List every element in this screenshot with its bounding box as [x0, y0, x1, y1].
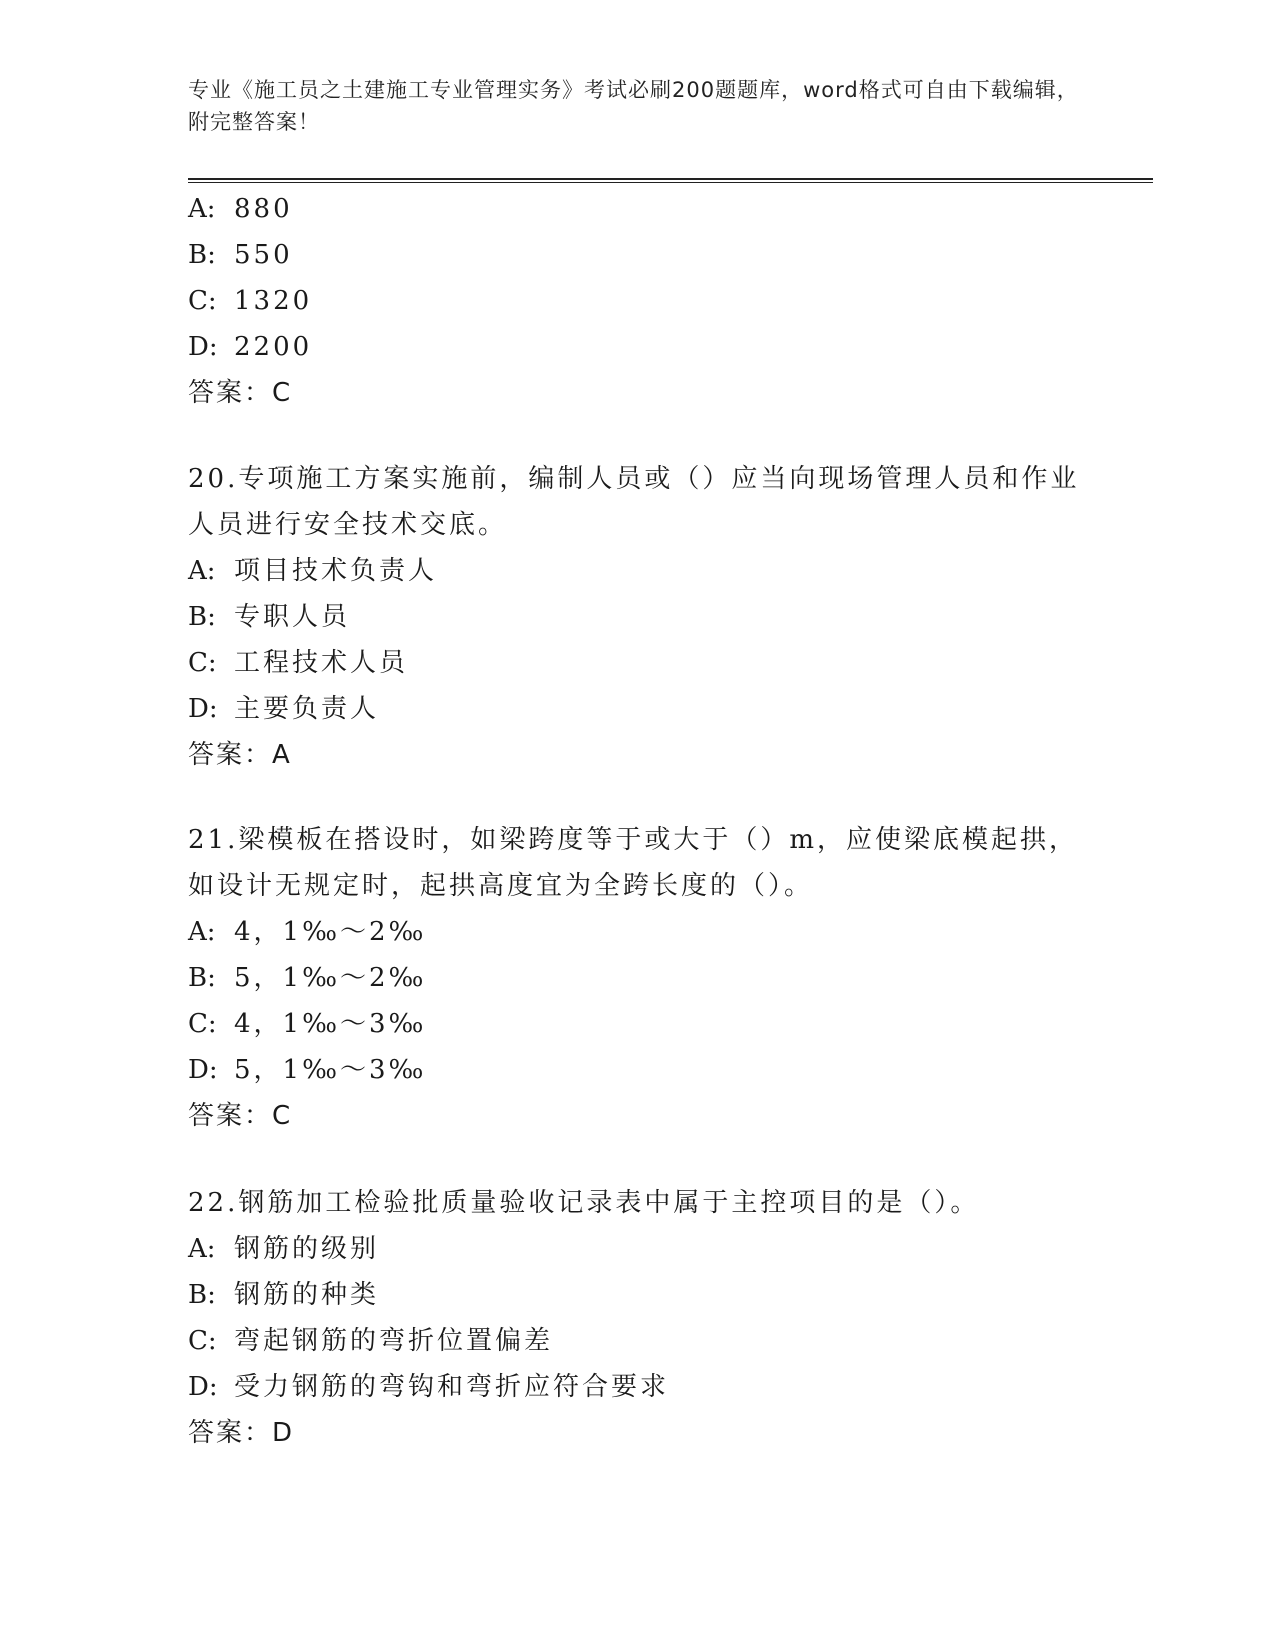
option-label: D:	[188, 1372, 218, 1402]
option-label: C:	[188, 1009, 217, 1039]
option-text: 2200	[234, 332, 313, 362]
answer-line: 答案：D	[188, 1418, 295, 1448]
option-b	[188, 594, 1088, 640]
prev-question-block	[188, 186, 1088, 416]
option-b	[188, 1272, 1088, 1318]
question-stem-line: 如设计无规定时，起拱高度宜为全跨长度的（）。	[188, 871, 814, 901]
question-20-block	[188, 456, 1088, 778]
option-text: 钢筋的级别	[234, 1234, 380, 1264]
option-text: 项目技术负责人	[234, 556, 438, 586]
question-stem-line: 21.梁模板在搭设时，如梁跨度等于或大于（）m，应使梁底模起拱，	[188, 825, 1079, 855]
option-text: 主要负责人	[234, 694, 380, 724]
option-text: 弯起钢筋的弯折位置偏差	[234, 1326, 554, 1356]
option-label: B:	[188, 963, 216, 993]
option-d	[188, 324, 1088, 370]
option-label: B:	[188, 1280, 216, 1310]
option-label: D:	[188, 694, 218, 724]
option-text: 4，1‰～3‰	[234, 1009, 427, 1039]
question-22-block	[188, 1180, 1088, 1456]
header-divider	[188, 178, 1153, 183]
option-c	[188, 1001, 1088, 1047]
answer-line: 答案：A	[188, 740, 292, 770]
question-21-block	[188, 817, 1088, 1139]
answer-line: 答案：C	[188, 378, 293, 408]
option-a	[188, 186, 1088, 232]
option-label: D:	[188, 332, 218, 362]
option-label: A:	[188, 194, 216, 224]
option-text: 5，1‰～2‰	[234, 963, 427, 993]
option-label: A:	[188, 917, 216, 947]
option-label: A:	[188, 1234, 216, 1264]
option-c	[188, 640, 1088, 686]
option-c	[188, 278, 1088, 324]
option-label: A:	[188, 556, 216, 586]
option-text: 钢筋的种类	[234, 1280, 380, 1310]
option-a	[188, 909, 1088, 955]
option-a	[188, 1226, 1088, 1272]
option-label: C:	[188, 648, 217, 678]
question-stem-line: 20.专项施工方案实施前，编制人员或（）应当向现场管理人员和作业	[188, 464, 1080, 494]
option-c	[188, 1318, 1088, 1364]
option-text: 880	[234, 194, 293, 224]
option-d	[188, 686, 1088, 732]
option-d	[188, 1364, 1088, 1410]
answer-line: 答案：C	[188, 1101, 293, 1131]
option-text: 专职人员	[234, 602, 351, 632]
option-label: C:	[188, 286, 217, 316]
question-stem-line: 22.钢筋加工检验批质量验收记录表中属于主控项目的是（）。	[188, 1188, 980, 1218]
option-text: 4，1‰～2‰	[234, 917, 427, 947]
option-text: 受力钢筋的弯钩和弯折应符合要求	[234, 1372, 670, 1402]
option-label: C:	[188, 1326, 217, 1356]
page-header: 专业《施工员之土建施工专业管理实务》考试必刷200题题库，word格式可自由下载编辑，附完整答案！	[188, 78, 1079, 134]
option-text: 5，1‰～3‰	[234, 1055, 427, 1085]
option-label: D:	[188, 1055, 218, 1085]
option-text: 1320	[234, 286, 313, 316]
question-stem-line: 人员进行安全技术交底。	[188, 510, 508, 540]
option-b	[188, 955, 1088, 1001]
option-label: B:	[188, 240, 216, 270]
option-a	[188, 548, 1088, 594]
option-b	[188, 232, 1088, 278]
option-label: B:	[188, 602, 216, 632]
option-text: 工程技术人员	[234, 648, 409, 678]
option-d	[188, 1047, 1088, 1093]
option-text: 550	[234, 240, 293, 270]
